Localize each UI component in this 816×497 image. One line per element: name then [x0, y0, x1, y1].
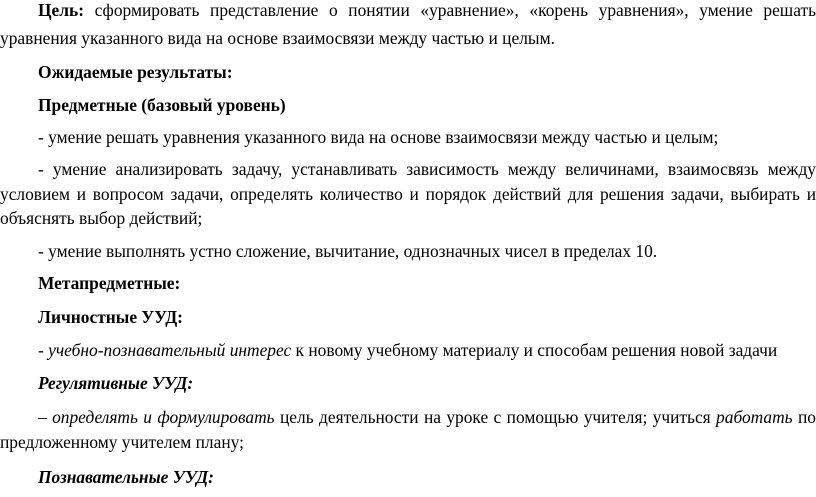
- regulatory-italic-1: определять и формулировать: [52, 407, 275, 427]
- regulatory-heading: Регулятивные УУД:: [38, 373, 194, 393]
- subject-item-2-line-1: - умение анализировать задачу, устанавливать зависимость между величинами, взаимосвязь между: [38, 159, 816, 179]
- subject-item-2-line-2: условием и вопросом задачи, определять количество и порядок действий для решения задачи, выбирать и: [0, 184, 816, 204]
- regulatory-italic-2: работать: [716, 407, 793, 427]
- personal-italic: учебно-познавательный интерес: [48, 340, 292, 360]
- personal-heading: Личностные УУД:: [38, 307, 183, 327]
- meta-heading: Метапредметные:: [38, 273, 181, 293]
- subject-heading: Предметные (базовый уровень): [38, 95, 286, 115]
- subject-item-3: - умение выполнять устно сложение, вычитание, однозначных чисел в пределах 10.: [38, 241, 658, 261]
- regulatory-line-1: – определять и формулировать цель деятельности на уроке с помощью учителя; учиться работать по: [38, 407, 816, 427]
- goal-label: Цель:: [38, 0, 84, 20]
- goal-line-1: [0, 0, 816, 21]
- regulatory-line-2: предложенному учителем плану;: [0, 432, 244, 452]
- subject-item-2-line-3: объяснять выбор действий;: [0, 208, 203, 228]
- expected-results-heading: Ожидаемые результаты:: [38, 62, 233, 82]
- subject-item-1: - умение решать уравнения указанного вида на основе взаимосвязи между частью и целым;: [38, 127, 719, 147]
- cognitive-heading: Познавательные УУД:: [38, 467, 214, 487]
- personal-item: - учебно-познавательный интерес к новому учебному материалу и способам решения новой задачи: [38, 340, 778, 360]
- goal-line-2: уравнения указанного вида на основе взаимосвязи между частью и целым.: [0, 28, 555, 48]
- goal-text: сформировать представление о понятии «уравнение», «корень уравнения», умение решать: [94, 0, 816, 20]
